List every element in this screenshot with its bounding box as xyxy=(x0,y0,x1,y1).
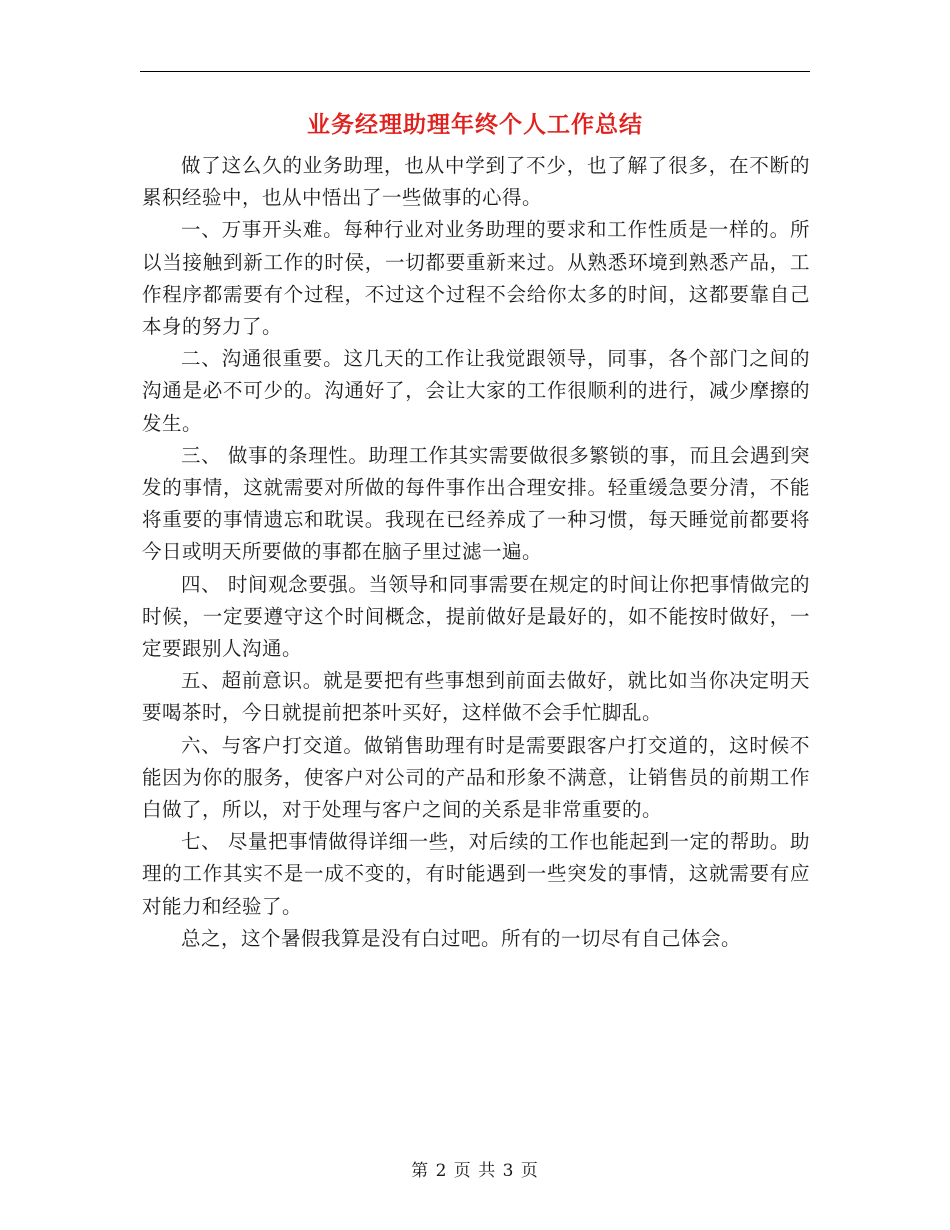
paragraph-7: 七、 尽量把事情做得详细一些，对后续的工作也能起到一定的帮助。助理的工作其实不是一成不变的，有时能遇到一些突发的事情，这就需要有应对能力和经验了。 xyxy=(142,830,810,918)
paragraph-1: 一、万事开头难。每种行业对业务助理的要求和工作性质是一样的。所以当接触到新工作的时侯，一切都要重新来过。从熟悉环境到熟悉产品，工作程序都需要有个过程，不过这个过程不会给你太多的时间，这都要靠自己本身的努力了。 xyxy=(142,218,810,339)
paragraph-intro: 做了这么久的业务助理，也从中学到了不少，也了解了很多，在不断的累积经验中，也从中悟出了一些做事的心得。 xyxy=(142,154,810,210)
paragraph-2: 二、沟通很重要。这几天的工作让我觉跟领导，同事，各个部门之间的沟通是必不可少的。沟通好了，会让大家的工作很顺利的进行，减少摩擦的发生。 xyxy=(142,347,810,435)
paragraph-4: 四、 时间观念要强。当领导和同事需要在规定的时间让你把事情做完的时候，一定要遵守这个时间概念，提前做好是最好的，如不能按时做好，一定要跟别人沟通。 xyxy=(142,572,810,661)
paragraph-6: 六、与客户打交道。做销售助理有时是需要跟客户打交道的，这时候不能因为你的服务，使客户对公司的产品和形象不满意，让销售员的前期工作白做了，所以，对于处理与客户之间的关系是非常重要的。 xyxy=(142,733,810,822)
paragraph-conclusion: 总之，这个暑假我算是没有白过吧。所有的一切尽有自己体会。 xyxy=(181,926,742,950)
document-body xyxy=(142,150,810,955)
header-rule xyxy=(140,71,810,72)
paragraph-5: 五、超前意识。就是要把有些事想到前面去做好，就比如当你决定明天要喝茶时，今日就提前把茶叶买好，这样做不会手忙脚乱。 xyxy=(142,669,810,725)
paragraph-3: 三、 做事的条理性。助理工作其实需要做很多繁锁的事，而且会遇到突发的事情，这就需要对所做的每件事作出合理安排。轻重缓急要分清，不能将重要的事情遗忘和耽误。我现在已经养成了一种习惯，每天睡觉前都要将今日或明天所要做的事都在脑子里过滤一遍。 xyxy=(142,443,810,564)
page-number-footer: 第 2 页 共 3 页 xyxy=(411,1161,539,1181)
document-title: 业务经理助理年终个人工作总结 xyxy=(307,112,643,138)
